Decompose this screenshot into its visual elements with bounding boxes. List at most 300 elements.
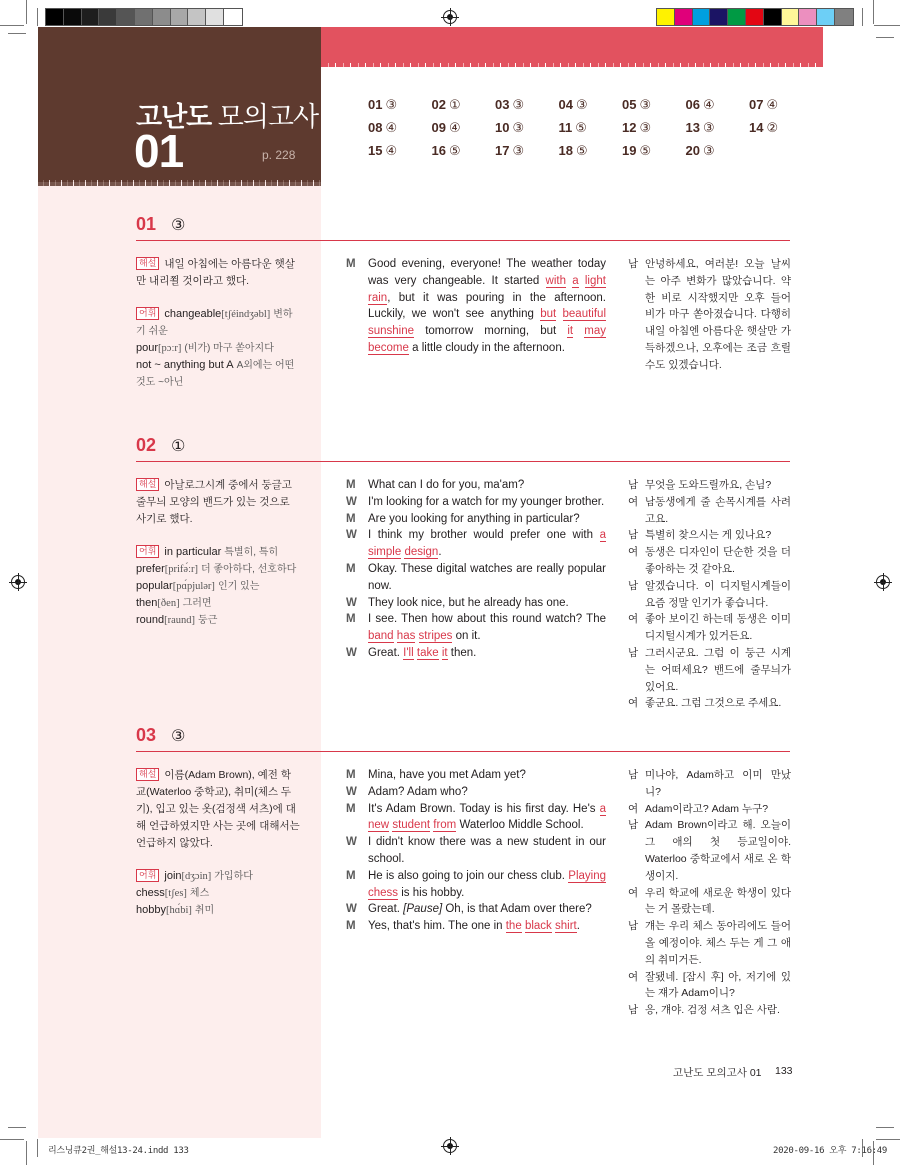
explanation-notes [136,767,301,935]
highlighted-phrase: new [368,819,390,832]
translation-text: Adam이라고? Adam 누구? [645,802,769,815]
answer-item [432,97,496,114]
highlighted-phrase: the [505,920,522,933]
color-swatch [675,9,693,25]
vocab-phonetic: [prifə́ːr] [164,564,198,575]
highlighted-phrase: has [396,630,416,643]
highlighted-phrase: light [584,274,606,287]
script-text: Okay. These digital watches are really popular now. [368,562,606,592]
answer-item [559,120,623,137]
answer-item [622,120,686,137]
vocab-word: popular [136,580,173,592]
vocab-entry [136,306,301,340]
script-line [346,494,606,511]
color-swatch [224,9,242,25]
section-answer: ③ [171,217,186,234]
translation-line [628,256,791,374]
answer-item [559,143,623,160]
translation-line [628,527,791,544]
question-section-02 [136,435,791,710]
script-line [346,801,606,835]
explanation-tag: 해설 [136,478,159,491]
speaker-label: W [346,903,357,916]
color-swatch [135,9,153,25]
script-line [346,918,606,935]
crop-mark [0,25,24,26]
vocab-word: pour [136,342,159,354]
question-number: 03 [495,97,510,112]
speaker-label: 남 [628,479,639,491]
vocab-tag: 어휘 [136,869,159,882]
speaker-label: M [346,802,356,815]
highlighted-phrase: shirt [555,920,577,933]
translation-line [628,494,791,528]
speaker-label: W [346,596,357,609]
speaker-label: W [346,836,357,849]
speaker-label: 여 [628,886,639,899]
vocab-entry [136,612,301,629]
script-text: It's Adam Brown. Today is his first day. He's a new student from Waterloo Middle School. [368,802,606,832]
vocab-entry [136,357,301,391]
title-bold: 고난도 [136,102,212,132]
crop-mark [876,37,894,38]
vocabulary [136,306,301,391]
translation-line [628,801,791,818]
color-swatch [99,9,117,25]
color-swatch [799,9,817,25]
translation-line [628,767,791,801]
explanation [136,767,301,852]
question-number: 17 [495,143,510,158]
color-swatch [171,9,189,25]
question-number: 13 [685,120,700,135]
crop-mark [876,1127,894,1128]
translation-text: 응, 걔야. 검정 셔츠 입은 사람. [645,1004,780,1017]
english-script [346,256,606,357]
answer-item [368,120,432,137]
section-heading [136,214,790,241]
translation-text: 좋아 보이긴 하는데 동생은 이미 디지털시계가 있거든요. [645,613,791,643]
speaker-label: 남 [628,819,639,832]
translation-text: Adam Brown이라고 해. 오늘이 그 애의 첫 등교일이야. Waterloo 중학교에서 새로 온 학생이지. [645,819,791,882]
speaker-label: 여 [628,697,639,710]
answer-choice: ⑤ [575,143,588,158]
answer-item [749,120,813,137]
translation-text: 우리 학교에 새로운 학생이 있다는 거 몰랐는데. [645,886,791,916]
cmyk-color-bar [656,8,854,26]
color-swatch [64,9,82,25]
speaker-label: 여 [628,802,639,815]
translation-text: 걔는 우리 체스 동아리에도 들어올 예정이야. 체스 두는 게 그 애의 취미거든. [645,920,791,966]
speaker-label: M [346,258,356,270]
vocab-phonetic: [pɔːr] [158,343,182,354]
color-swatch [728,9,746,25]
translation-text: 알겠습니다. 이 디지털시계들이 요즘 정말 인기가 좋습니다. [645,579,791,609]
translation-text: 그러시군요. 그럼 이 둥근 시계는 어떠세요? 밴드에 줄무늬가 있어요. [645,646,791,693]
highlighted-phrase: beautiful [562,308,606,321]
speaker-label: 남 [628,579,639,592]
speaker-label: W [346,529,357,542]
answer-item [495,120,559,137]
print-slug-timestamp: 2020-09-16 오후 7:16:49 [773,1146,888,1156]
print-slug-file: 리스닝큐2권_해설13-24.indd 133 [48,1146,189,1156]
speaker-label: M [346,613,356,626]
answer-item [749,97,813,114]
question-section-01 [136,214,791,388]
answer-item [559,97,623,114]
translation-line [628,918,791,968]
script-text: Mina, have you met Adam yet? [368,769,526,781]
question-number: 16 [431,143,446,158]
script-line [346,527,606,561]
script-line [346,561,606,595]
highlighted-phrase: a [599,802,606,815]
crop-mark [37,1139,38,1157]
crop-mark [874,25,900,26]
answer-item [368,143,432,160]
script-text: He is also going to join our chess club. Playing chess is his hobby. [368,869,606,899]
speaker-label: M [346,562,356,575]
vocab-meaning: 더 좋아하다, 선호하다 [200,564,297,575]
section-answer: ③ [171,728,186,745]
vocab-meaning: A외에는 어떤 것도 ~아닌 [136,360,295,388]
vocab-meaning: 둥근 [198,615,218,626]
english-script [346,477,606,662]
page-reference: p. 228 [262,148,296,162]
color-swatch [82,9,100,25]
vocab-meaning: 취미 [194,905,215,916]
answer-choice: ① [448,97,461,112]
vocab-phonetic: [tʃes] [164,888,187,899]
crop-mark [8,1127,26,1128]
color-swatch [764,9,782,25]
english-script [346,767,606,935]
highlighted-phrase: may [584,325,607,338]
question-number: 18 [558,143,573,158]
question-number: 11 [558,120,573,135]
answer-choice: ③ [575,97,588,112]
vocab-meaning: 특별히, 특히 [224,547,279,558]
answer-choice: ③ [512,143,525,158]
vocab-entry [136,544,301,561]
vocab-meaning: 그러면 [182,598,212,609]
script-line [346,784,606,801]
vocab-tag: 어휘 [136,545,159,558]
vocabulary [136,544,301,629]
translation-text: 좋군요. 그럼 그것으로 주세요. [645,697,782,710]
highlighted-phrase: a [599,529,606,542]
translation-line [628,817,791,884]
explanation-tag: 해설 [136,768,159,781]
color-swatch [117,9,135,25]
answer-item [622,143,686,160]
question-number: 20 [685,143,700,158]
color-swatch [782,9,800,25]
crop-mark [26,0,27,24]
vocab-phonetic: [raund] [164,615,196,626]
highlighted-phrase: from [433,819,457,832]
question-number: 08 [368,120,383,135]
vocab-word: chess [136,887,165,899]
korean-translation [628,477,791,712]
korean-translation [628,767,791,1019]
color-swatch [46,9,64,25]
highlighted-phrase: a [572,274,579,287]
answer-choice: ⑤ [448,143,461,158]
crop-mark [876,1139,900,1140]
answer-item [686,143,750,160]
question-number: 14 [749,120,764,135]
question-number: 19 [622,143,637,158]
highlighted-phrase: stripes [418,630,453,643]
vocab-entry [136,868,301,885]
section-number: 01 [136,214,157,234]
vocab-entry [136,340,301,357]
script-line [346,595,606,612]
explanation [136,256,301,290]
registration-mark-icon [876,575,890,589]
answer-item [432,143,496,160]
grayscale-color-bar [45,8,243,26]
crop-mark [862,8,863,26]
vocab-tag: 어휘 [136,307,159,320]
vocab-word: hobby [136,904,166,916]
script-line [346,834,606,868]
color-swatch [746,9,764,25]
registration-mark-icon [443,10,457,24]
script-line [346,901,606,918]
answer-choice: ④ [385,120,398,135]
highlighted-phrase: take [416,646,439,659]
top-banner [321,27,823,64]
script-text: Good evening, everyone! The weather today was very changeable. It started with a light rain, but it was pouring in the afternoon. Luckily, we won't see anything but beautiful sunshine tomorrow morning, but it may become a little cloudy in the afternoon. [368,258,607,354]
script-text: Great. I'll take it then. [368,646,477,659]
highlighted-phrase: design [404,546,439,559]
translation-line [628,1002,791,1019]
question-number: 04 [558,97,573,112]
speaker-label: M [346,769,356,781]
vocab-phonetic: [ðen] [157,598,180,609]
vocab-phonetic: [pɑ́pjulər] [172,581,215,592]
speaker-label: M [346,869,356,882]
vocab-meaning: 인기 있는 [217,581,260,592]
highlighted-phrase: with [545,274,566,287]
script-text: They look nice, but he already has one. [368,596,569,609]
section-heading [136,435,790,462]
vocab-phonetic: [dʒɔin] [181,871,212,882]
answer-key [368,97,813,160]
color-swatch [657,9,675,25]
section-number: 02 [136,435,157,455]
page-number: 133 [775,1065,793,1077]
highlighted-phrase: but [540,308,557,321]
explanation-tag: 해설 [136,257,159,270]
vocab-entry [136,902,301,919]
question-section-03 [136,725,791,1017]
color-swatch [817,9,835,25]
vocab-word: join [164,870,182,882]
vocab-entry [136,885,301,902]
speaker-label: 남 [628,258,639,270]
highlighted-phrase: become [368,341,409,354]
question-number: 12 [622,120,637,135]
vocab-meaning: 가입하다 [214,871,253,882]
translation-line [628,695,791,712]
translation-line [628,544,791,578]
question-number: 05 [622,97,637,112]
vocab-word: not ~ anything but A [136,359,234,371]
answer-item [495,97,559,114]
vocab-word: round [136,614,165,626]
korean-translation [628,256,791,374]
color-swatch [188,9,206,25]
translation-text: 동생은 디자인이 단순한 것을 더 좋아하는 것 같아요. [645,546,791,575]
speaker-label: W [346,495,357,508]
highlighted-phrase: rain [368,291,388,304]
color-swatch [710,9,728,25]
speaker-label: M [346,920,356,933]
vocab-entry [136,578,301,595]
section-number: 03 [136,725,157,745]
highlighted-phrase: it [441,646,448,659]
highlighted-phrase: band [368,630,394,643]
vocab-entry [136,561,301,578]
script-text: Yes, that's him. The one in the black shirt. [368,920,580,933]
script-line [346,868,606,902]
answer-choice: ⑤ [575,120,587,135]
vocab-word: in particular [164,546,222,558]
vocab-entry [136,595,301,612]
crop-mark [0,1139,24,1140]
script-line [346,645,606,662]
translation-text: 안녕하세요, 여러분! 오늘 날씨는 아주 변화가 많았습니다. 약한 비로 시작했지만 오후 들어 비가 마구 쏟아졌습니다. 다행히 내일 아침엔 아름다운 햇살만 가득하겠으나, 오후에는 조금 흐릴 수도 있겠습니다. [645,258,791,371]
speaker-label: 남 [628,920,639,933]
speaker-label: 여 [628,970,639,983]
answer-item [432,120,496,137]
answer-item [622,97,686,114]
explanation-notes [136,477,301,645]
speaker-label: 여 [628,495,639,508]
color-swatch [693,9,711,25]
registration-mark-icon [11,575,25,589]
translation-line [628,578,791,612]
answer-choice: ④ [766,97,779,112]
answer-choice: ② [766,120,779,135]
answer-choice: ③ [702,143,715,158]
question-number: 01 [368,97,383,112]
highlighted-phrase: it [567,325,574,338]
answer-item [686,97,750,114]
speaker-label: 남 [628,1004,639,1017]
vocab-word: then [136,597,158,609]
answer-choice: ③ [385,97,398,112]
answer-item [495,143,559,160]
section-heading [136,725,790,752]
color-swatch [835,9,853,25]
script-text: Adam? Adam who? [368,785,468,798]
script-line [346,767,606,784]
color-swatch [153,9,171,25]
question-number: 02 [431,97,446,112]
translation-text: 무엇을 도와드릴까요, 손님? [645,479,772,491]
vocab-word: prefer [136,563,165,575]
answer-choice: ③ [512,120,525,135]
answer-choice: ④ [448,120,461,135]
crop-mark [26,1141,27,1165]
answer-choice: ③ [512,97,525,112]
registration-mark-icon [443,1139,457,1153]
translation-line [628,885,791,919]
explanation-text: 아날로그시계 중에서 둥글고 줄무늬 모양의 밴드가 있는 것으로 사기로 했다. [136,479,292,525]
question-number: 07 [749,97,764,112]
title-light: 모의고사 [211,102,319,132]
vocab-phonetic: [tʃéindʒəbl] [221,309,271,320]
script-line [346,511,606,528]
answer-choice: ④ [702,97,715,112]
script-text: Are you looking for anything in particular? [368,512,580,525]
speaker-label: W [346,785,357,798]
translation-line [628,477,791,494]
section-answer: ① [171,438,186,455]
vocab-meaning: (비가) 마구 쏟아지다 [184,343,274,354]
color-swatch [206,9,224,25]
question-number: 10 [495,120,510,135]
answer-choice: ③ [702,120,715,135]
script-text: Great. [Pause] Oh, is that Adam over there? [368,903,592,916]
script-line [346,611,606,645]
script-text: I see. Then how about this round watch? The band has stripes on it. [368,613,606,643]
speaker-label: 남 [628,769,639,781]
answer-choice: ④ [385,143,398,158]
script-text: I think my brother would prefer one with a simple design. [368,529,606,559]
vocab-meaning: 체스 [189,888,210,899]
speaker-label: M [346,512,356,525]
question-number: 06 [685,97,700,112]
crop-mark [873,0,874,24]
highlighted-phrase: simple [368,546,402,559]
answer-item [686,120,750,137]
answer-choice: ⑤ [639,143,652,158]
script-line [346,256,606,357]
answer-choice: ③ [639,120,652,135]
highlighted-phrase: black [524,920,552,933]
running-footer-title: 고난도 모의고사 01 [673,1067,762,1079]
speaker-label: 남 [628,529,639,542]
test-number: 01 [134,125,184,177]
speaker-label: W [346,646,357,659]
translation-line [628,645,791,695]
translation-text: 특별히 찾으시는 게 있나요? [645,529,772,542]
speaker-label: M [346,479,356,491]
explanation-text: 이름(Adam Brown), 예전 학교(Waterloo 중학교), 취미(체스 두기), 입고 있는 옷(검정색 셔츠)에 대해 언급하였지만 사는 곳에 대해서는 언급하지 않았다. [136,769,300,849]
speaker-label: 여 [628,546,639,559]
highlighted-phrase: student [392,819,431,832]
translation-line [628,611,791,645]
script-text: I'm looking for a watch for my younger brother. [368,495,605,508]
highlighted-phrase: I'll [403,646,414,659]
highlighted-phrase: chess [368,886,399,899]
script-line [346,477,606,494]
translation-text: 잘됐네. [잠시 후] 아, 저기에 있는 쟤가 Adam이니? [645,970,791,1000]
crop-mark [8,33,26,34]
explanation [136,477,301,528]
vocab-word: changeable [164,308,222,320]
crop-mark [37,8,38,26]
answer-choice: ③ [639,97,652,112]
script-text: I didn't know there was a new student in our school. [368,836,606,865]
vocab-meaning: 변하기 쉬운 [136,309,293,337]
vocabulary [136,868,301,919]
